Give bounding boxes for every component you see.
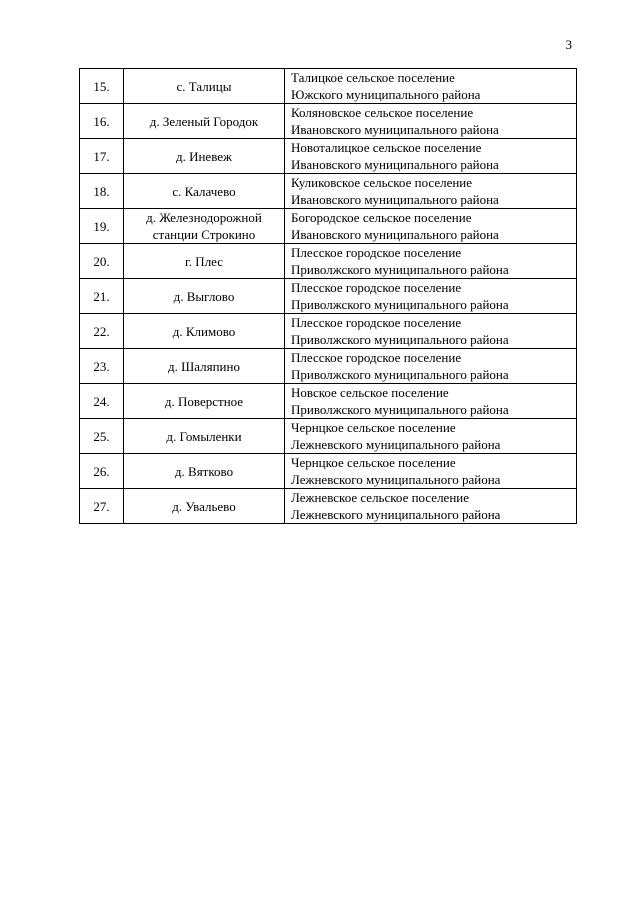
- municipality-cell: [285, 244, 577, 279]
- row-number-cell: 17.: [80, 139, 124, 174]
- district-name: Приволжского муниципального района: [291, 332, 509, 347]
- settlement-name: Плесское городское поселение: [291, 245, 462, 260]
- locality-cell: г. Плес: [124, 244, 285, 279]
- locality-cell: д. Иневеж: [124, 139, 285, 174]
- municipality-cell: [285, 384, 577, 419]
- district-name: Ивановского муниципального района: [291, 157, 499, 172]
- row-number-cell: 16.: [80, 104, 124, 139]
- district-name: Лежневского муниципального района: [291, 437, 501, 452]
- table-row: [80, 279, 577, 314]
- settlements-table: [79, 68, 577, 524]
- table-row: [80, 209, 577, 244]
- municipality-cell: [285, 349, 577, 384]
- locality-cell: с. Талицы: [124, 69, 285, 104]
- district-name: Приволжского муниципального района: [291, 297, 509, 312]
- row-number-cell: 21.: [80, 279, 124, 314]
- table-row: [80, 349, 577, 384]
- settlement-name: Чернцкое сельское поселение: [291, 420, 456, 435]
- locality-cell: д. Поверстное: [124, 384, 285, 419]
- row-number-cell: 27.: [80, 489, 124, 524]
- row-number-cell: 22.: [80, 314, 124, 349]
- table-row: [80, 174, 577, 209]
- settlement-name: Талицкое сельское поселение: [291, 70, 455, 85]
- row-number-cell: 18.: [80, 174, 124, 209]
- locality-cell: д. Зеленый Городок: [124, 104, 285, 139]
- municipality-cell: [285, 209, 577, 244]
- municipality-cell: [285, 419, 577, 454]
- row-number-cell: 26.: [80, 454, 124, 489]
- district-name: Приволжского муниципального района: [291, 402, 509, 417]
- table-row: [80, 454, 577, 489]
- locality-cell: д. Железнодорожной станции Строкино: [124, 209, 285, 244]
- settlement-name: Плесское городское поселение: [291, 280, 462, 295]
- district-name: Ивановского муниципального района: [291, 192, 499, 207]
- row-number-cell: 24.: [80, 384, 124, 419]
- row-number-cell: 20.: [80, 244, 124, 279]
- row-number-cell: 23.: [80, 349, 124, 384]
- settlement-name: Плесское городское поселение: [291, 315, 462, 330]
- settlement-name: Богородское сельское поселение: [291, 210, 472, 225]
- locality-cell: д. Увальево: [124, 489, 285, 524]
- table-row: [80, 69, 577, 104]
- municipality-cell: [285, 174, 577, 209]
- locality-cell: д. Вятково: [124, 454, 285, 489]
- locality-cell: д. Климово: [124, 314, 285, 349]
- settlement-name: Плесское городское поселение: [291, 350, 462, 365]
- settlement-name: Новоталицкое сельское поселение: [291, 140, 482, 155]
- district-name: Ивановского муниципального района: [291, 227, 499, 242]
- locality-cell: д. Гомыленки: [124, 419, 285, 454]
- row-number-cell: 19.: [80, 209, 124, 244]
- settlement-name: Лежневское сельское поселение: [291, 490, 470, 505]
- municipality-cell: [285, 314, 577, 349]
- district-name: Лежневского муниципального района: [291, 472, 501, 487]
- district-name: Лежневского муниципального района: [291, 507, 501, 522]
- district-name: Приволжского муниципального района: [291, 262, 509, 277]
- locality-cell: д. Шаляпино: [124, 349, 285, 384]
- settlement-name: Куликовское сельское поселение: [291, 175, 473, 190]
- district-name: Южского муниципального района: [291, 87, 481, 102]
- settlement-name: Коляновское сельское поселение: [291, 105, 474, 120]
- table-row: [80, 489, 577, 524]
- municipality-cell: [285, 104, 577, 139]
- table-body: [80, 69, 577, 524]
- table-row: [80, 104, 577, 139]
- municipality-cell: [285, 279, 577, 314]
- municipality-cell: [285, 489, 577, 524]
- settlement-name: Новское сельское поселение: [291, 385, 449, 400]
- municipality-cell: [285, 139, 577, 174]
- row-number-cell: 25.: [80, 419, 124, 454]
- table-row: [80, 244, 577, 279]
- table-row: [80, 314, 577, 349]
- municipality-cell: [285, 454, 577, 489]
- page-number: 3: [565, 37, 572, 52]
- row-number-cell: 15.: [80, 69, 124, 104]
- table-row: [80, 419, 577, 454]
- municipality-cell: [285, 69, 577, 104]
- locality-cell: д. Выглово: [124, 279, 285, 314]
- locality-cell: с. Калачево: [124, 174, 285, 209]
- table-row: [80, 139, 577, 174]
- district-name: Ивановского муниципального района: [291, 122, 499, 137]
- district-name: Приволжского муниципального района: [291, 367, 509, 382]
- settlement-name: Чернцкое сельское поселение: [291, 455, 456, 470]
- table-row: [80, 384, 577, 419]
